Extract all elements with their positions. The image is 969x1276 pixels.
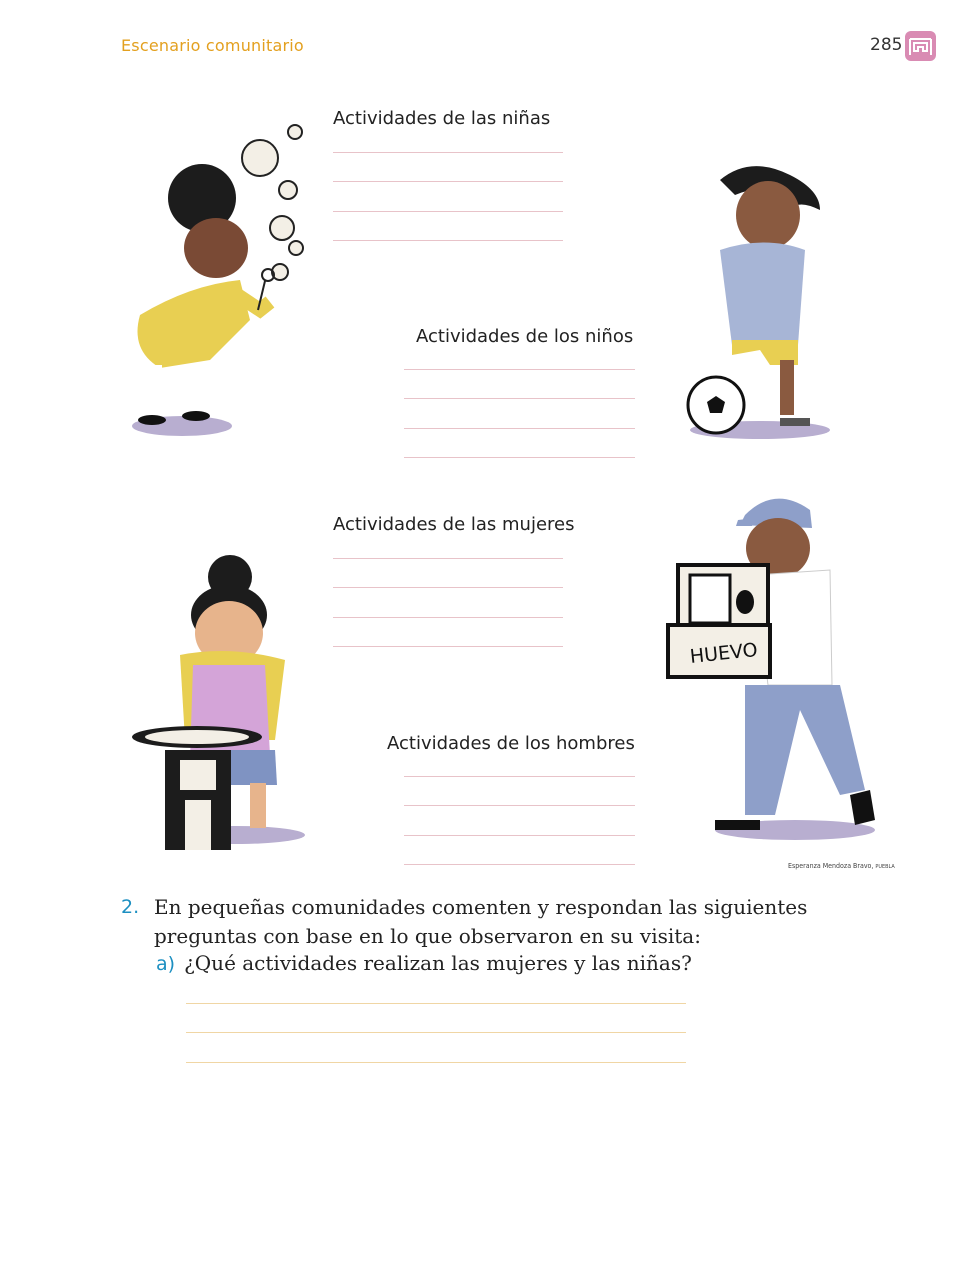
man-egg-box-illustration	[660, 490, 875, 845]
men-answer-lines[interactable]	[404, 747, 635, 865]
woman-illustration	[125, 555, 310, 860]
girls-answer-lines[interactable]	[333, 123, 563, 241]
question-text: En pequeñas comunidades comenten y respondan las siguientes preguntas con base en lo que observaron en su visita:	[154, 895, 808, 948]
subquestion-text: ¿Qué actividades realizan las mujeres y las niñas?	[184, 951, 692, 975]
boy-ball-illustration	[680, 160, 840, 445]
girls-activities-title: Actividades de las niñas	[333, 108, 551, 129]
credit-author: Esperanza Mendoza Bravo,	[788, 862, 874, 870]
boys-activities-title: Actividades de los niños	[416, 326, 634, 347]
huevo-box-label: HUEVO	[688, 639, 759, 668]
women-answer-lines[interactable]	[333, 529, 563, 647]
illustration-credit	[788, 862, 895, 870]
subquestion-letter: a)	[156, 953, 176, 975]
glyph-icon	[905, 31, 936, 61]
women-activities-title: Actividades de las mujeres	[333, 514, 575, 535]
page-number: 285	[870, 35, 903, 55]
subquestion-a	[156, 951, 692, 975]
credit-place: PUEBLA	[875, 864, 895, 870]
question-2	[121, 893, 841, 951]
girl-bubbles-illustration	[120, 110, 320, 440]
boys-answer-lines[interactable]	[404, 340, 635, 458]
answer-lines-a[interactable]	[186, 974, 686, 1063]
question-number: 2.	[121, 896, 140, 918]
men-activities-title: Actividades de los hombres	[387, 733, 635, 754]
section-title: Escenario comunitario	[121, 36, 304, 55]
